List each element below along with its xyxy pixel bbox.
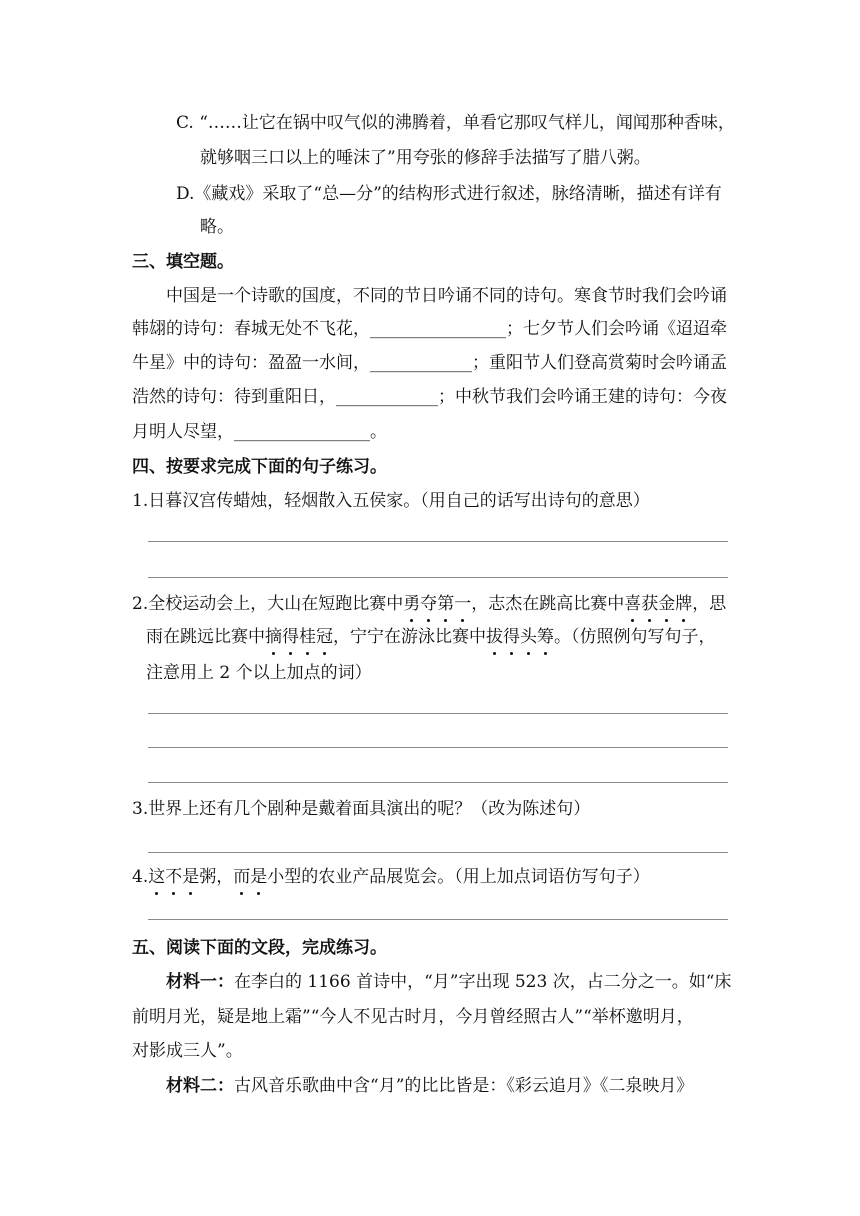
q2-text: ，宁宁在游泳比赛中: [333, 627, 486, 647]
option-d-line-2: 略。: [200, 217, 234, 237]
answer-line-q2-2[interactable]: [148, 747, 728, 748]
question-2-line-3: 注意用上 2 个以上加点的词）: [146, 663, 372, 683]
emphasis-char: 第: [437, 594, 455, 614]
emphasis-char: 一: [454, 594, 472, 614]
emphasis-char: 获: [641, 594, 659, 614]
emphasis-char: 是: [182, 867, 200, 887]
emphasis-char: 夺: [420, 594, 438, 614]
emphasis-char: 拔: [486, 627, 503, 647]
question-2-line-1: [132, 592, 726, 616]
answer-line-q2-1[interactable]: [148, 713, 728, 714]
material-1-text: 在李白的 1166 首诗中，“月”字出现 523 次，占二分之一。如“床: [234, 972, 732, 992]
question-4: [132, 865, 650, 889]
material-2-label: 材料二：: [166, 1076, 234, 1096]
q4-text: 粥，: [199, 867, 234, 887]
section-3-line-5: 月明人尽望，________________。: [132, 422, 387, 442]
emphasis-char: 而: [233, 867, 251, 887]
material-1-line-2: 前明月光，疑是地上霜”“今人不见古时月，今月曾经照古人”“举杯邀明月，: [132, 1007, 694, 1027]
dotted-word: [265, 627, 333, 647]
material-2-text: 古风音乐歌曲中含“月”的比比皆是：《彩云追月》《二泉映月》: [234, 1076, 694, 1096]
answer-line-q1-1[interactable]: [148, 541, 728, 542]
section-4-title: 四、按要求完成下面的句子练习。: [132, 457, 387, 477]
emphasis-char: 得: [503, 627, 520, 647]
section-5-title: 五、阅读下面的文段，完成练习。: [132, 938, 387, 958]
emphasis-char: 摘: [265, 627, 282, 647]
emphasis-char: 头: [520, 627, 537, 647]
emphasis-char: 不: [165, 867, 183, 887]
section-3-line-2: 韩翃的诗句：春城无处不飞花，________________；七夕节人们会吟诵《迢迢牵: [132, 319, 727, 339]
emphasis-char: 筹: [537, 627, 554, 647]
emphasis-char: 这: [148, 867, 166, 887]
question-3: 3.世界上还有几个剧种是戴着面具演出的呢？（改为陈述句）: [132, 799, 591, 819]
dotted-word: [486, 627, 554, 647]
option-c-line-1: C. “……让它在锅中叹气似的沸腾着，单看它那叹气样儿，闻闻那种香味，: [176, 113, 735, 133]
emphasis-char: 勇: [403, 594, 421, 614]
q4-text: 小型的农业产品展览会。（用上加点词语仿写句子）: [267, 867, 650, 887]
section-3-title: 三、填空题。: [132, 252, 234, 272]
q4-text: 4.: [132, 867, 149, 887]
option-c-line-2: 就够咽三口以上的唾沫了”用夸张的修辞手法描写了腊八粥。: [200, 148, 651, 168]
material-1-line-1: [166, 970, 731, 994]
option-d-line-1: D.《藏戏》采取了“总—分”的结构形式进行叙述，脉络清晰，描述有详有: [176, 184, 722, 204]
question-1: 1.日暮汉宫传蜡烛，轻烟散入五侯家。（用自己的话写出诗句的意思）: [132, 491, 650, 511]
emphasis-char: 得: [282, 627, 299, 647]
material-1-line-3: 对影成三人”。: [132, 1041, 243, 1061]
dotted-word: [148, 867, 199, 887]
section-3-line-3: 牛星》中的诗句：盈盈一水间，____________；重阳节人们登高赏菊时会吟诵孟: [132, 353, 727, 373]
dotted-word: [624, 594, 692, 614]
emphasis-char: 冠: [316, 627, 333, 647]
q2-text: 雨在跳远比赛中: [146, 627, 265, 647]
emphasis-char: 是: [250, 867, 268, 887]
answer-line-q4[interactable]: [148, 919, 728, 920]
answer-line-q1-2[interactable]: [148, 577, 728, 578]
q2-text: ，思: [692, 594, 727, 614]
q2-text: ，志杰在跳高比赛中: [471, 594, 625, 614]
q2-text: 。（仿照例句写句子，: [554, 627, 716, 647]
emphasis-char: 金: [658, 594, 676, 614]
emphasis-char: 桂: [299, 627, 316, 647]
dotted-word: [233, 867, 267, 887]
material-1-label: 材料一：: [166, 972, 234, 992]
emphasis-char: 喜: [624, 594, 642, 614]
emphasis-char: 牌: [675, 594, 693, 614]
section-3-line-4: 浩然的诗句：待到重阳日，____________；中秋节我们会吟诵王建的诗句：今夜: [132, 387, 727, 407]
material-2-line-1: [166, 1074, 693, 1098]
q2-text: 2.全校运动会上，大山在短跑比赛中: [132, 594, 404, 614]
answer-line-q3[interactable]: [148, 852, 728, 853]
dotted-word: [403, 594, 471, 614]
question-2-line-2: [146, 625, 716, 649]
answer-line-q2-3[interactable]: [148, 782, 728, 783]
section-3-line-1: 中国是一个诗歌的国度，不同的节日吟诵不同的诗句。寒食节时我们会吟诵: [166, 286, 727, 306]
